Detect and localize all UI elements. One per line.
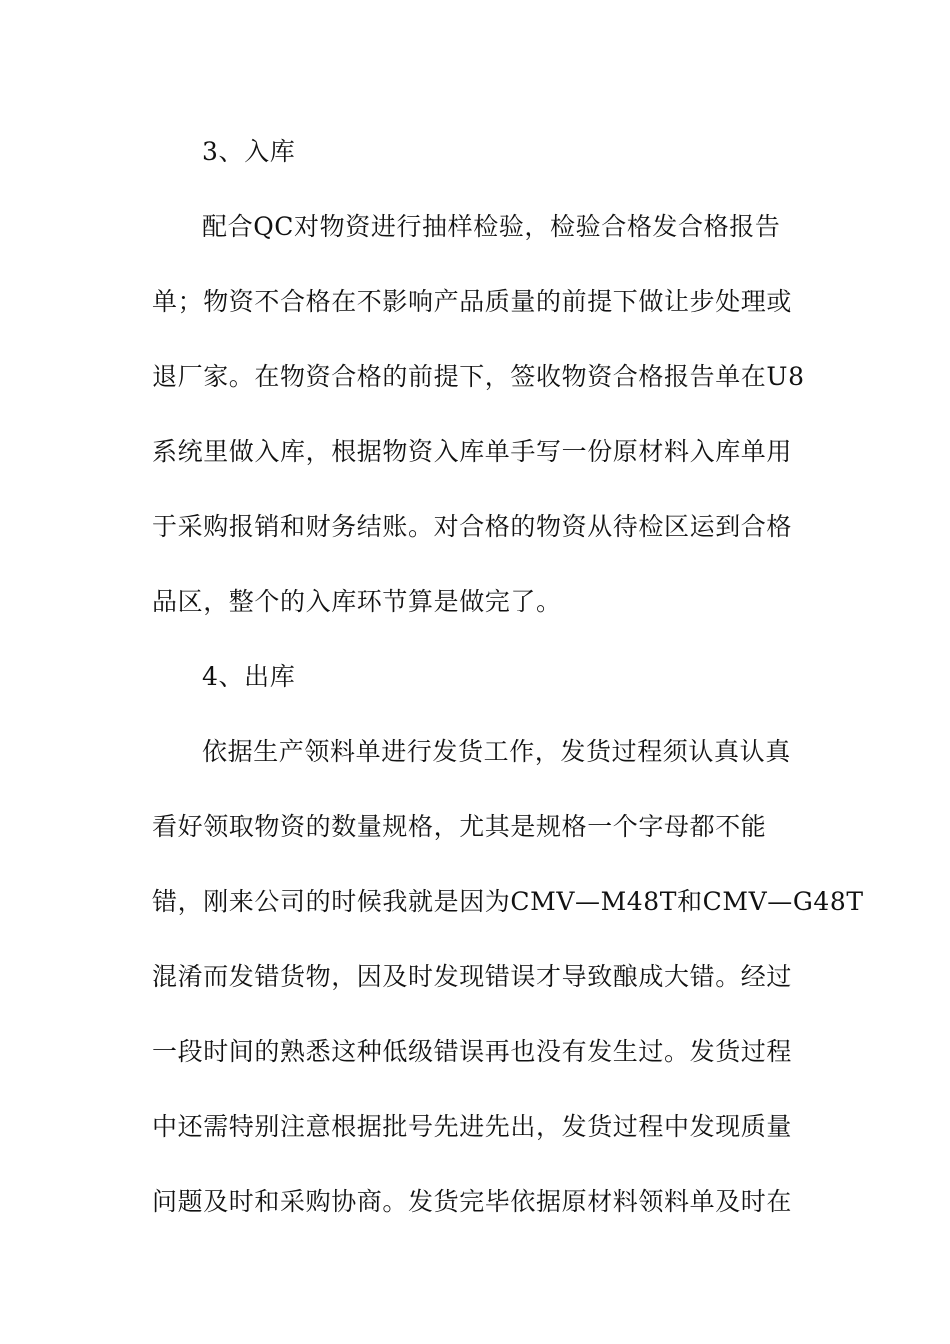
paragraph-line: 系统里做入库，根据物资入库单手写一份原材料入库单用 [152,437,793,466]
paragraph-line: 单；物资不合格在不影响产品质量的前提下做让步处理或 [152,287,793,316]
paragraph-line: 退厂家。在物资合格的前提下，签收物资合格报告单在U8 [152,362,805,391]
paragraph-line: 错，刚来公司的时候我就是因为CMV—M48T和CMV—G48T [152,887,864,916]
paragraph-line: 品区，整个的入库环节算是做完了。 [152,587,562,616]
paragraph-line: 问题及时和采购协商。发货完毕依据原材料领料单及时在 [152,1187,793,1216]
paragraph-line: 一段时间的熟悉这种低级错误再也没有发生过。发货过程 [152,1037,793,1066]
paragraph-line: 于采购报销和财务结账。对合格的物资从待检区运到合格 [152,512,793,541]
paragraph-line: 混淆而发错货物，因及时发现错误才导致酿成大错。经过 [152,962,793,991]
paragraph-line: 依据生产领料单进行发货工作，发货过程须认真认真 [202,737,791,766]
paragraph-line: 看好领取物资的数量规格，尤其是规格一个字母都不能 [152,812,767,841]
section-heading-outbound: 4、出库 [202,662,296,691]
section-heading-inbound: 3、入库 [202,137,296,166]
paragraph-line: 中还需特别注意根据批号先进先出，发货过程中发现质量 [152,1112,793,1141]
paragraph-line: 配合QC对物资进行抽样检验，检验合格发合格报告 [202,212,781,241]
